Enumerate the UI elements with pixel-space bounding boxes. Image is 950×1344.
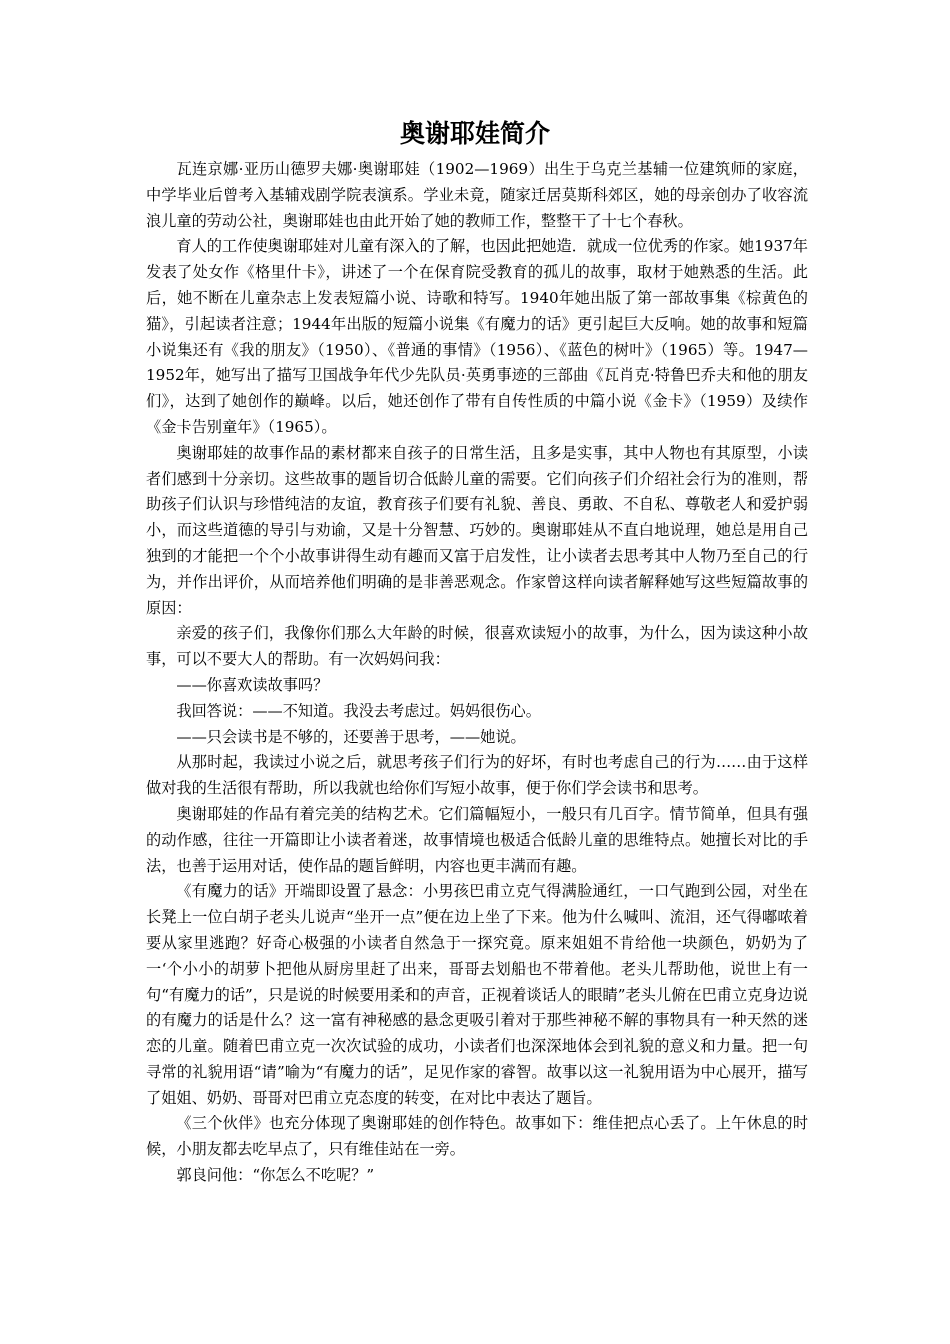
paragraph: 奥谢耶娃的故事作品的素材都来自孩子的日常生活，且多是实事，其中人物也有其原型，小读者们感到十分亲切。这些故事的题旨切合低龄儿童的需要。它们向孩子们介绍社会行为的准则，帮助孩子们认识与珍惜纯洁的友谊，教育孩子们要有礼貌、善良、勇敢、不自私、尊敬老人和爱护弱小，而这些道德的导引与劝谕，又是十分智慧、巧妙的。奥谢耶娃从不直白地说理，她总是用自己独到的才能把一个个小故事讲得生动有趣而又富于启发性，让小读者去思考其中人物乃至自己的行为，并作出评价，从而培养他们明确的是非善恶观念。作家曾这样向读者解释她写这些短篇故事的原因： bbox=[146, 443, 808, 617]
page-title: 奥谢耶娃简介 bbox=[399, 119, 550, 148]
article-body bbox=[146, 157, 808, 1189]
paragraph: 《三个伙伴》也充分体现了奥谢耶娃的创作特色。故事如下：维佳把点心丢了。上午休息的时候，小朋友都去吃早点了，只有维佳站在一旁。 bbox=[146, 1114, 808, 1159]
paragraph: ——只会读书是不够的，还要善于思考，——她说。 bbox=[176, 727, 526, 746]
paragraph: 亲爱的孩子们，我像你们那么大年龄的时候，很喜欢读短小的故事，为什么，因为读这种小故事，可以不要大人的帮助。有一次妈妈问我： bbox=[146, 624, 808, 669]
paragraph: 郭良问他：“你怎么不吃呢？” bbox=[176, 1166, 375, 1185]
paragraph: 奥谢耶娃的作品有着完美的结构艺术。它们篇幅短小，一般只有几百字。情节简单，但具有强的动作感，往往一开篇即让小读者着迷，故事情境也极适合低龄儿童的思维特点。她擅长对比的手法，也善于运用对话，使作品的题旨鲜明，内容也更丰满而有趣。 bbox=[146, 804, 808, 875]
paragraph: 我回答说：——不知道。我没去考虑过。妈妈很伤心。 bbox=[176, 701, 541, 720]
paragraph: 瓦连京娜·亚历山德罗夫娜·奥谢耶娃（1902—1969）出生于乌克兰基辅一位建筑师的家庭，中学毕业后曾考入基辅戏剧学院表演系。学业未竟，随家迁居莫斯科郊区，她的母亲创办了收容流浪儿童的劳动公社，奥谢耶娃也由此开始了她的教师工作，整整干了十七个春秋。 bbox=[146, 160, 808, 230]
paragraph: 育人的工作使奥谢耶娃对儿童有深入的了解，也因此把她造．就成一位优秀的作家。她1937年发表了处女作《格里什卡》，讲述了一个在保育院受教育的孤儿的故事，取材于她熟悉的生活。此后，她不断在儿童杂志上发表短篇小说、诗歌和特写。1940年她出版了第一部故事集《棕黄色的猫》，引起读者注意；1944年出版的短篇小说集《有魔力的话》更引起巨大反响。她的故事和短篇小说集还有《我的朋友》（1950）、《普通的事情》（1956）、《蓝色的树叶》（1965）等。1947—1952年，她写出了描写卫国战争年代少先队员·英勇事迹的三部曲《瓦肖克·特鲁巴乔夫和他的朋友们》，达到了她创作的巅峰。以后，她还创作了带有自传性质的中篇小说《金卡》（1959）及续作《金卡告别童年》（1965）。 bbox=[146, 237, 808, 436]
paragraph: ——你喜欢读故事吗？ bbox=[176, 675, 329, 694]
paragraph: 从那时起，我读过小说之后，就思考孩子们行为的好坏，有时也考虑自己的行为……由于这样做对我的生活很有帮助，所以我就也给你们写短小故事，便于你们学会读书和思考。 bbox=[146, 753, 808, 798]
paragraph: 《有魔力的话》开端即设置了悬念：小男孩巴甫立克气得满脸通红，一口气跑到公园，对坐在长凳上一位白胡子老头儿说声“坐开一点”便在边上坐了下来。他为什么喊叫、流泪，还气得嘟哝着要从家里逃跑？好奇心极强的小读者自然急于一探究竟。原来姐姐不肯给他一块颜色，奶奶为了一‘个小小的胡萝卜把他从厨房里赶了出来，哥哥去划船也不带着他。老头儿帮助他，说世上有一句“有魔力的话”，只是说的时候要用柔和的声音，正视着谈话人的眼睛”老头儿俯在巴甫立克身边说的有魔力的话是什么？这一富有神秘感的悬念更吸引着对于那些神秘不解的事物具有一种天然的迷恋的儿童。随着巴甫立克一次次试验的成功，小读者们也深深地体会到礼貌的意义和力量。把一句寻常的礼貌用语“请”喻为“有魔力的话”，足见作家的睿智。故事以这一礼貌用语为中心展开，描写了姐姐、奶奶、哥哥对巴甫立克态度的转变，在对比中表达了题旨。 bbox=[146, 882, 808, 1107]
